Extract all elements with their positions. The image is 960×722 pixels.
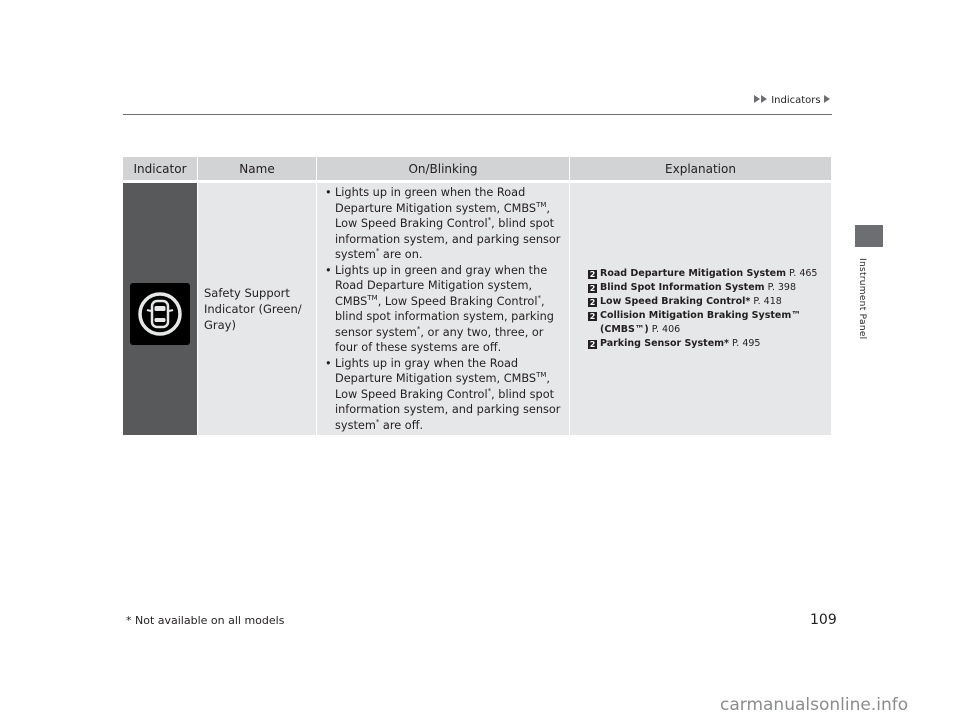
ref-link[interactable] — [589, 295, 823, 309]
ref-page: P. 418 — [753, 296, 782, 307]
ref-title: Parking Sensor System* — [600, 338, 730, 349]
reference-arrow-icon: 2 — [589, 340, 596, 349]
ref-page: P. 406 — [651, 324, 681, 335]
reference-arrow-icon: 2 — [589, 312, 596, 321]
indicator-name: Safety Support Indicator (Green/ Gray) — [198, 182, 317, 436]
breadcrumb-arrow-icon — [754, 95, 760, 103]
indicator-cell — [123, 182, 198, 436]
safety-support-icon — [130, 283, 190, 345]
reference-arrow-icon: 2 — [589, 298, 596, 307]
indicator-table — [123, 157, 832, 435]
ref-link[interactable] — [589, 309, 823, 337]
ref-title: Collision Mitigation Braking System™ (CMBS™) — [600, 310, 801, 335]
on-blinking-cell — [317, 182, 570, 436]
section-label: Instrument Panel — [857, 258, 867, 340]
ref-page: P. 465 — [789, 268, 818, 279]
on-blinking-list — [323, 185, 565, 433]
breadcrumb-label[interactable]: Indicators — [771, 95, 821, 106]
ref-title: Road Departure Mitigation System — [600, 268, 787, 279]
breadcrumb-arrow-icon — [824, 95, 830, 103]
ref-page: P. 398 — [767, 282, 797, 293]
header-indicator: Indicator — [123, 157, 198, 182]
reference-arrow-icon: 2 — [589, 270, 596, 279]
ref-link[interactable] — [589, 267, 823, 281]
list-item: • Lights up in green when the Road Departure Mitigation system, CMBS™, Low Speed Braking Control*, blind spot information system, and parking sensor system* are on. — [323, 185, 565, 263]
table-header-row — [123, 157, 832, 182]
ref-title: Low Speed Braking Control* — [600, 296, 751, 307]
section-tab[interactable] — [855, 225, 883, 247]
ref-title: Blind Spot Information System — [600, 282, 765, 293]
breadcrumb-arrow-icon — [761, 95, 767, 103]
list-item: • Lights up in green and gray when the Road Departure Mitigation system, CMBS™, Low Speed Braking Control*, blind spot information system, parking sensor system*, or any two, three, or four of these systems are off. — [323, 263, 565, 356]
header-on-blinking: On/Blinking — [317, 157, 570, 182]
reference-arrow-icon: 2 — [589, 284, 596, 293]
ref-link[interactable] — [589, 281, 823, 295]
footnote: * Not available on all models — [126, 614, 285, 627]
ref-link[interactable] — [589, 337, 823, 351]
table-row — [123, 182, 832, 436]
ref-page: P. 495 — [732, 338, 761, 349]
header-explanation: Explanation — [570, 157, 832, 182]
header-rule — [123, 114, 832, 115]
breadcrumb — [754, 95, 831, 106]
page-number: 109 — [810, 612, 837, 628]
list-item: • Lights up in gray when the Road Departure Mitigation system, CMBS™, Low Speed Braking Control*, blind spot information system, and parking sensor system* are off. — [323, 356, 565, 434]
watermark: carmanualsonline.info — [720, 695, 909, 715]
header-name: Name — [198, 157, 317, 182]
explanation-cell — [570, 182, 832, 436]
